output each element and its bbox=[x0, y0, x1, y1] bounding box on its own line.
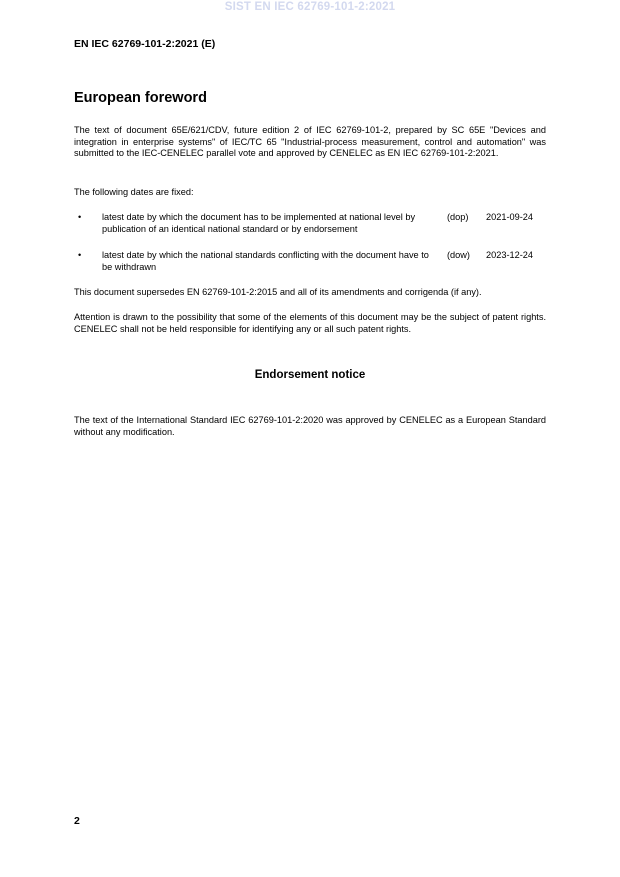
bullet-icon: • bbox=[78, 250, 82, 260]
document-id: EN IEC 62769-101-2:2021 (E) bbox=[74, 38, 216, 50]
bullet-icon: • bbox=[78, 212, 82, 222]
date-item-text: latest date by which the national standards conflicting with the document have to be withdrawn bbox=[102, 250, 429, 272]
watermark-text: SIST EN IEC 62769-101-2:2021 bbox=[224, 1, 396, 13]
date-item-abbr: (dow) bbox=[447, 250, 470, 260]
supersedes-statement: This document supersedes EN 62769-101-2:2015 and all of its amendments and corrigenda (if any). bbox=[74, 287, 482, 297]
endorsement-text: The text of the International Standard IEC 62769-101-2:2020 was approved by CENELEC as a European Standard without any modification. bbox=[74, 415, 546, 437]
dates-intro: The following dates are fixed: bbox=[74, 187, 194, 197]
foreword-title: European foreword bbox=[74, 90, 207, 106]
endorsement-title: Endorsement notice bbox=[254, 369, 366, 381]
date-item-date: 2023-12-24 bbox=[486, 250, 533, 260]
date-item-abbr: (dop) bbox=[447, 212, 469, 222]
page-number: 2 bbox=[74, 815, 80, 827]
foreword-intro: The text of document 65E/621/CDV, future edition 2 of IEC 62769-101-2, prepared by SC 65E "Devices and integration in enterprise systems" of IEC/TC 65 "Industrial-process measurement, control and automation" was submitted to the IEC-CENELEC parallel vote and approved by CENELEC as EN IEC 62769-101-2:2021. bbox=[74, 125, 546, 158]
patent-attention: Attention is drawn to the possibility that some of the elements of this document may be the subject of patent rights. CENELEC shall not be held responsible for identifying any or all such patent rights. bbox=[74, 312, 546, 334]
date-item-text: latest date by which the document has to be implemented at national level by publication of an identical national standard or by endorsement bbox=[102, 212, 416, 234]
date-item-date: 2021-09-24 bbox=[486, 212, 533, 222]
